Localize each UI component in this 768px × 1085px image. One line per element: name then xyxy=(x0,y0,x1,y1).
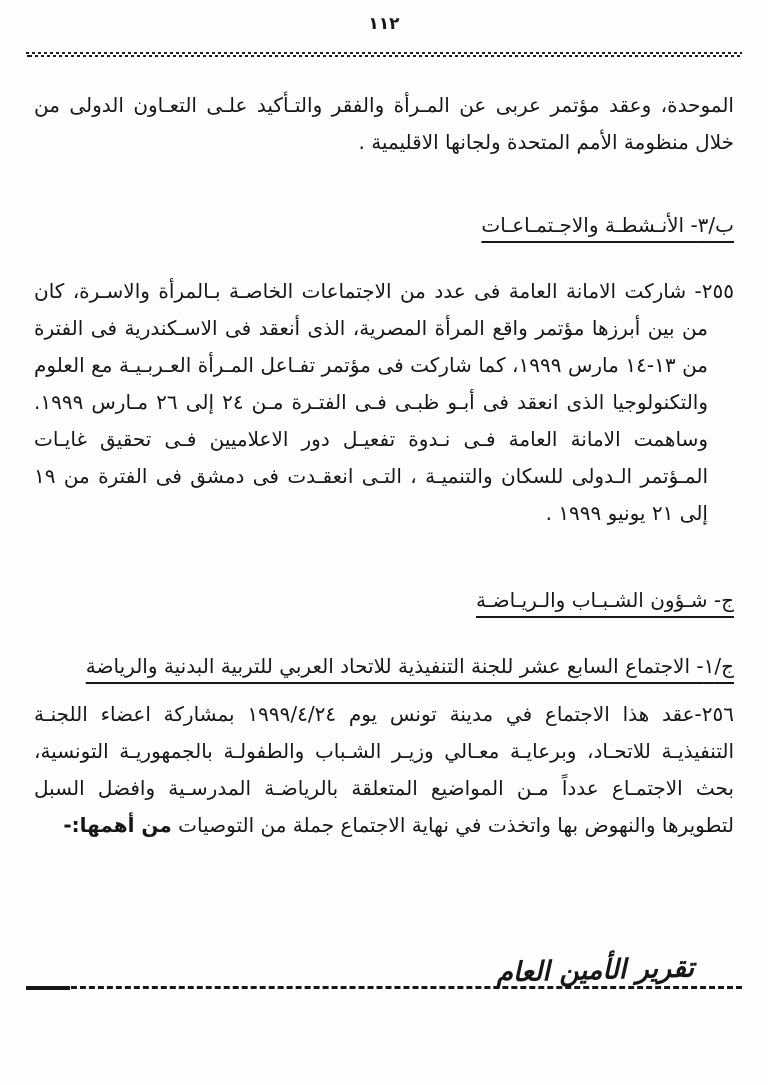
signature-secretary-general-report: تقرير الأمين العام xyxy=(495,952,695,989)
heading-activities-meetings xyxy=(34,205,734,245)
paragraph-256-text: عقد هذا الاجتماع في مدينة تونس يوم ١٩٩٩/٤/٢٤ بمشاركة اعضاء اللجنـة التنفيذيـة للاتحـاد، وبرعايـة معـالي وزيـر الشـباب والطفولـة بالجمهوريـة التونسية، بحث الاجتمـاع عدداً مـن المواضيع المتعلقة بالرياضـة المدرسـية وافضل السبل لتطويرها والنهوض بها واتخذت في نهاية الاجتماع جملة من التوصيات xyxy=(34,702,734,837)
paragraph-255 xyxy=(34,273,734,532)
heading-seventeenth-meeting-text: ج/١- الاجتماع السابع عشر للجنة التنفيذية للاتحاد العربي للتربية البدنية والرياضة xyxy=(85,654,734,678)
heading-youth-sports-text: ج- شـؤون الشـبـاب والـريـاضـة xyxy=(476,588,734,612)
heading-activities-meetings-text: ب/٣- الأنـشطـة والاجـتمـاعـات xyxy=(481,213,734,237)
page-footer xyxy=(26,939,742,989)
paragraph-255-text: شاركت الامانة العامة فى عدد من الاجتماعات الخاصـة بـالمرأة والاسـرة، كان من بين أبرزها مؤتمر واقع المرأة المصرية، الذى أنعقد فى الاسـكندرية فى الفترة من ١٣-١٤ مارس ١٩٩٩، كما شاركت فى مؤتمر تفـاعل المـرأة العـربـيـة مع العلوم والتكنولوجيا الذى انعقد فى أبـو ظبـى فـى الفتـرة مـن ٢٤ إلى ٢٦ مـارس ١٩٩٩. وساهمت الامانة العامة فـى نـدوة تفعيـل دور الاعلاميين فـى تحقيق غايـات المـؤتمر الـدولى للسكان والتنميـة ، التـى انعقـدت فى دمشق فى الفترة من ١٩ إلى ٢١ يونيو ١٩٩٩ . xyxy=(34,279,709,525)
top-dotted-rule xyxy=(26,52,742,57)
paragraph-255-number: ٢٥٥- xyxy=(686,279,734,303)
paragraph-256 xyxy=(34,696,734,844)
paragraph-256-bold-ending: من أهمها:- xyxy=(63,813,172,837)
bottom-rule-left-cap xyxy=(26,986,70,990)
heading-youth-sports xyxy=(34,580,734,620)
paragraph-256-number: ٢٥٦- xyxy=(694,702,734,726)
page-content xyxy=(0,87,768,844)
heading-seventeenth-meeting xyxy=(34,646,734,686)
intro-paragraph: الموحدة، وعقد مؤتمر عربى عن المـرأة والفقر والتـأكيد علـى التعـاون الدولى من خلال منظومة الأمم المتحدة ولجانها الاقليمية . xyxy=(34,93,734,154)
page-number: ١١٢ xyxy=(368,14,400,34)
bottom-dashed-rule xyxy=(26,986,742,989)
